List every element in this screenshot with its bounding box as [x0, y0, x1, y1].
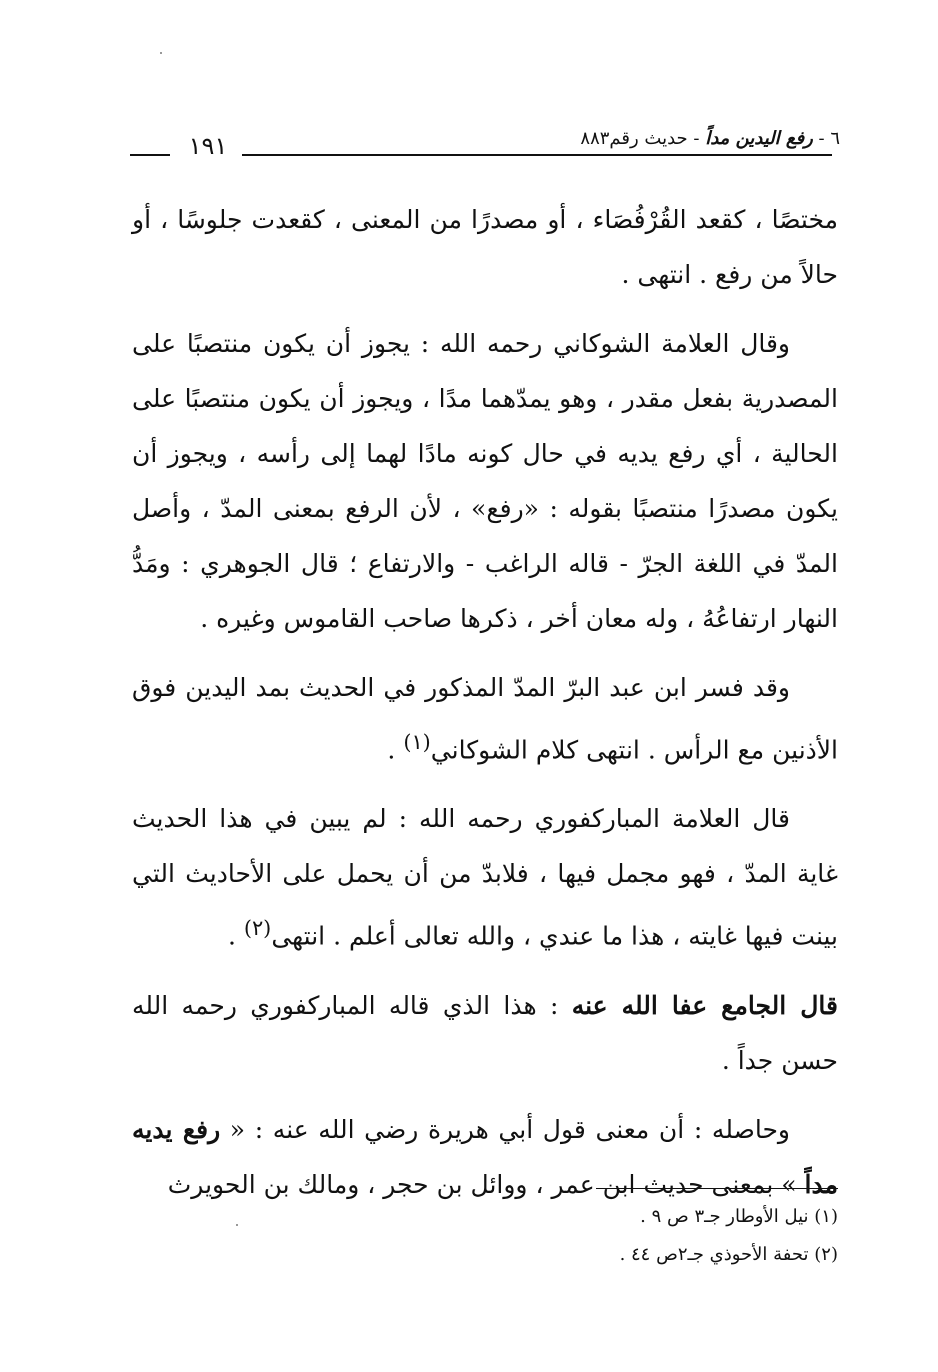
paragraph-1 — [132, 192, 838, 302]
paragraph-3 — [132, 660, 838, 777]
body-text — [132, 192, 838, 1226]
chapter-title — [580, 128, 840, 149]
paragraph-text: : هذا الذي قاله المباركفوري رحمه الله حسن جداً . — [132, 990, 838, 1075]
footnotes — [400, 1198, 838, 1274]
paragraph-text: وقد فسر ابن عبد البرّ المدّ المذكور في الحديث بمد اليدين فوق الأذنين مع الرأس . انتهى كلام الشوكاني — [132, 673, 838, 765]
header-rule — [242, 154, 832, 156]
paragraph-4 — [132, 791, 838, 963]
paragraph-text: مختصًا ، كقعد القُرْفُصَاء ، أو مصدرًا من المعنى ، كقعدت جلوسًا ، أو حالاً من رفع . انتهى . — [132, 205, 838, 289]
scan-speck — [236, 1224, 238, 1226]
bold-lead: قال الجامع عفا الله عنه — [571, 990, 838, 1020]
paragraph-2 — [132, 316, 838, 646]
title-suffix: - حديث رقم٨٨٣ — [580, 128, 706, 149]
paragraph-text: وقال العلامة الشوكاني رحمه الله : يجوز أن يكون منتصبًا على المصدرية بفعل مقدر ، وهو يمدّهما مدًا ، ويجوز أن يكون منتصبًا على الحالية ، أي رفع يديه في حال كونه مادًا لهما إلى رأسه ، ويجوز أن يكون مصدرًا منتصبًا بقوله : «رفع» ، لأن الرفع بمعنى المدّ ، وأصل المدّ في اللغة الجرّ - قاله الراغب - والارتفاع ؛ قال الجوهري : ومَدُّ النهار ارتفاعُهُ ، وله معان أخر ، ذكرها صاحب القاموس وغيره . — [132, 329, 838, 633]
paragraph-tail: . — [387, 735, 404, 765]
paragraph-text: وحاصله : أن معنى قول أبي هريرة رضي الله عنه : « — [220, 1114, 790, 1144]
footnote-2: (٢) تحفة الأحوذي جـ٢ص ٤٤ . — [619, 1244, 838, 1265]
footnote-ref-2[interactable]: (٢) — [243, 916, 272, 941]
scan-speck — [160, 52, 162, 54]
footnote-1: (١) نيل الأوطار جـ٣ ص ٩ . — [640, 1206, 838, 1227]
paragraph-tail: . — [227, 921, 244, 951]
paragraph-text: قال العلامة المباركفوري رحمه الله : لم يبين في هذا الحديث غاية المدّ ، فهو مجمل فيها ، فلابدّ من أن يحمل على الأحاديث التي بينت فيها غايته ، هذا ما عندي ، والله تعالى أعلم . انتهى — [132, 804, 838, 951]
title-prefix: ٦ - — [812, 128, 840, 149]
title-bold: رفع اليدين مداً — [705, 128, 813, 149]
page-number: ١٩١ — [188, 132, 228, 160]
paragraph-6 — [132, 1102, 838, 1212]
bold-quote: رفع يديه مداً — [132, 1114, 838, 1199]
footnote-ref-1[interactable]: (١) — [403, 730, 431, 754]
footnote-rule — [596, 1188, 838, 1189]
page-number-dash — [130, 154, 170, 156]
paragraph-5 — [132, 978, 838, 1088]
paragraph-tail: » بمعنى حديث ابن عمر ، ووائل بن حجر ، ومالك بن الحويرث — [167, 1169, 805, 1199]
running-header — [130, 122, 840, 166]
